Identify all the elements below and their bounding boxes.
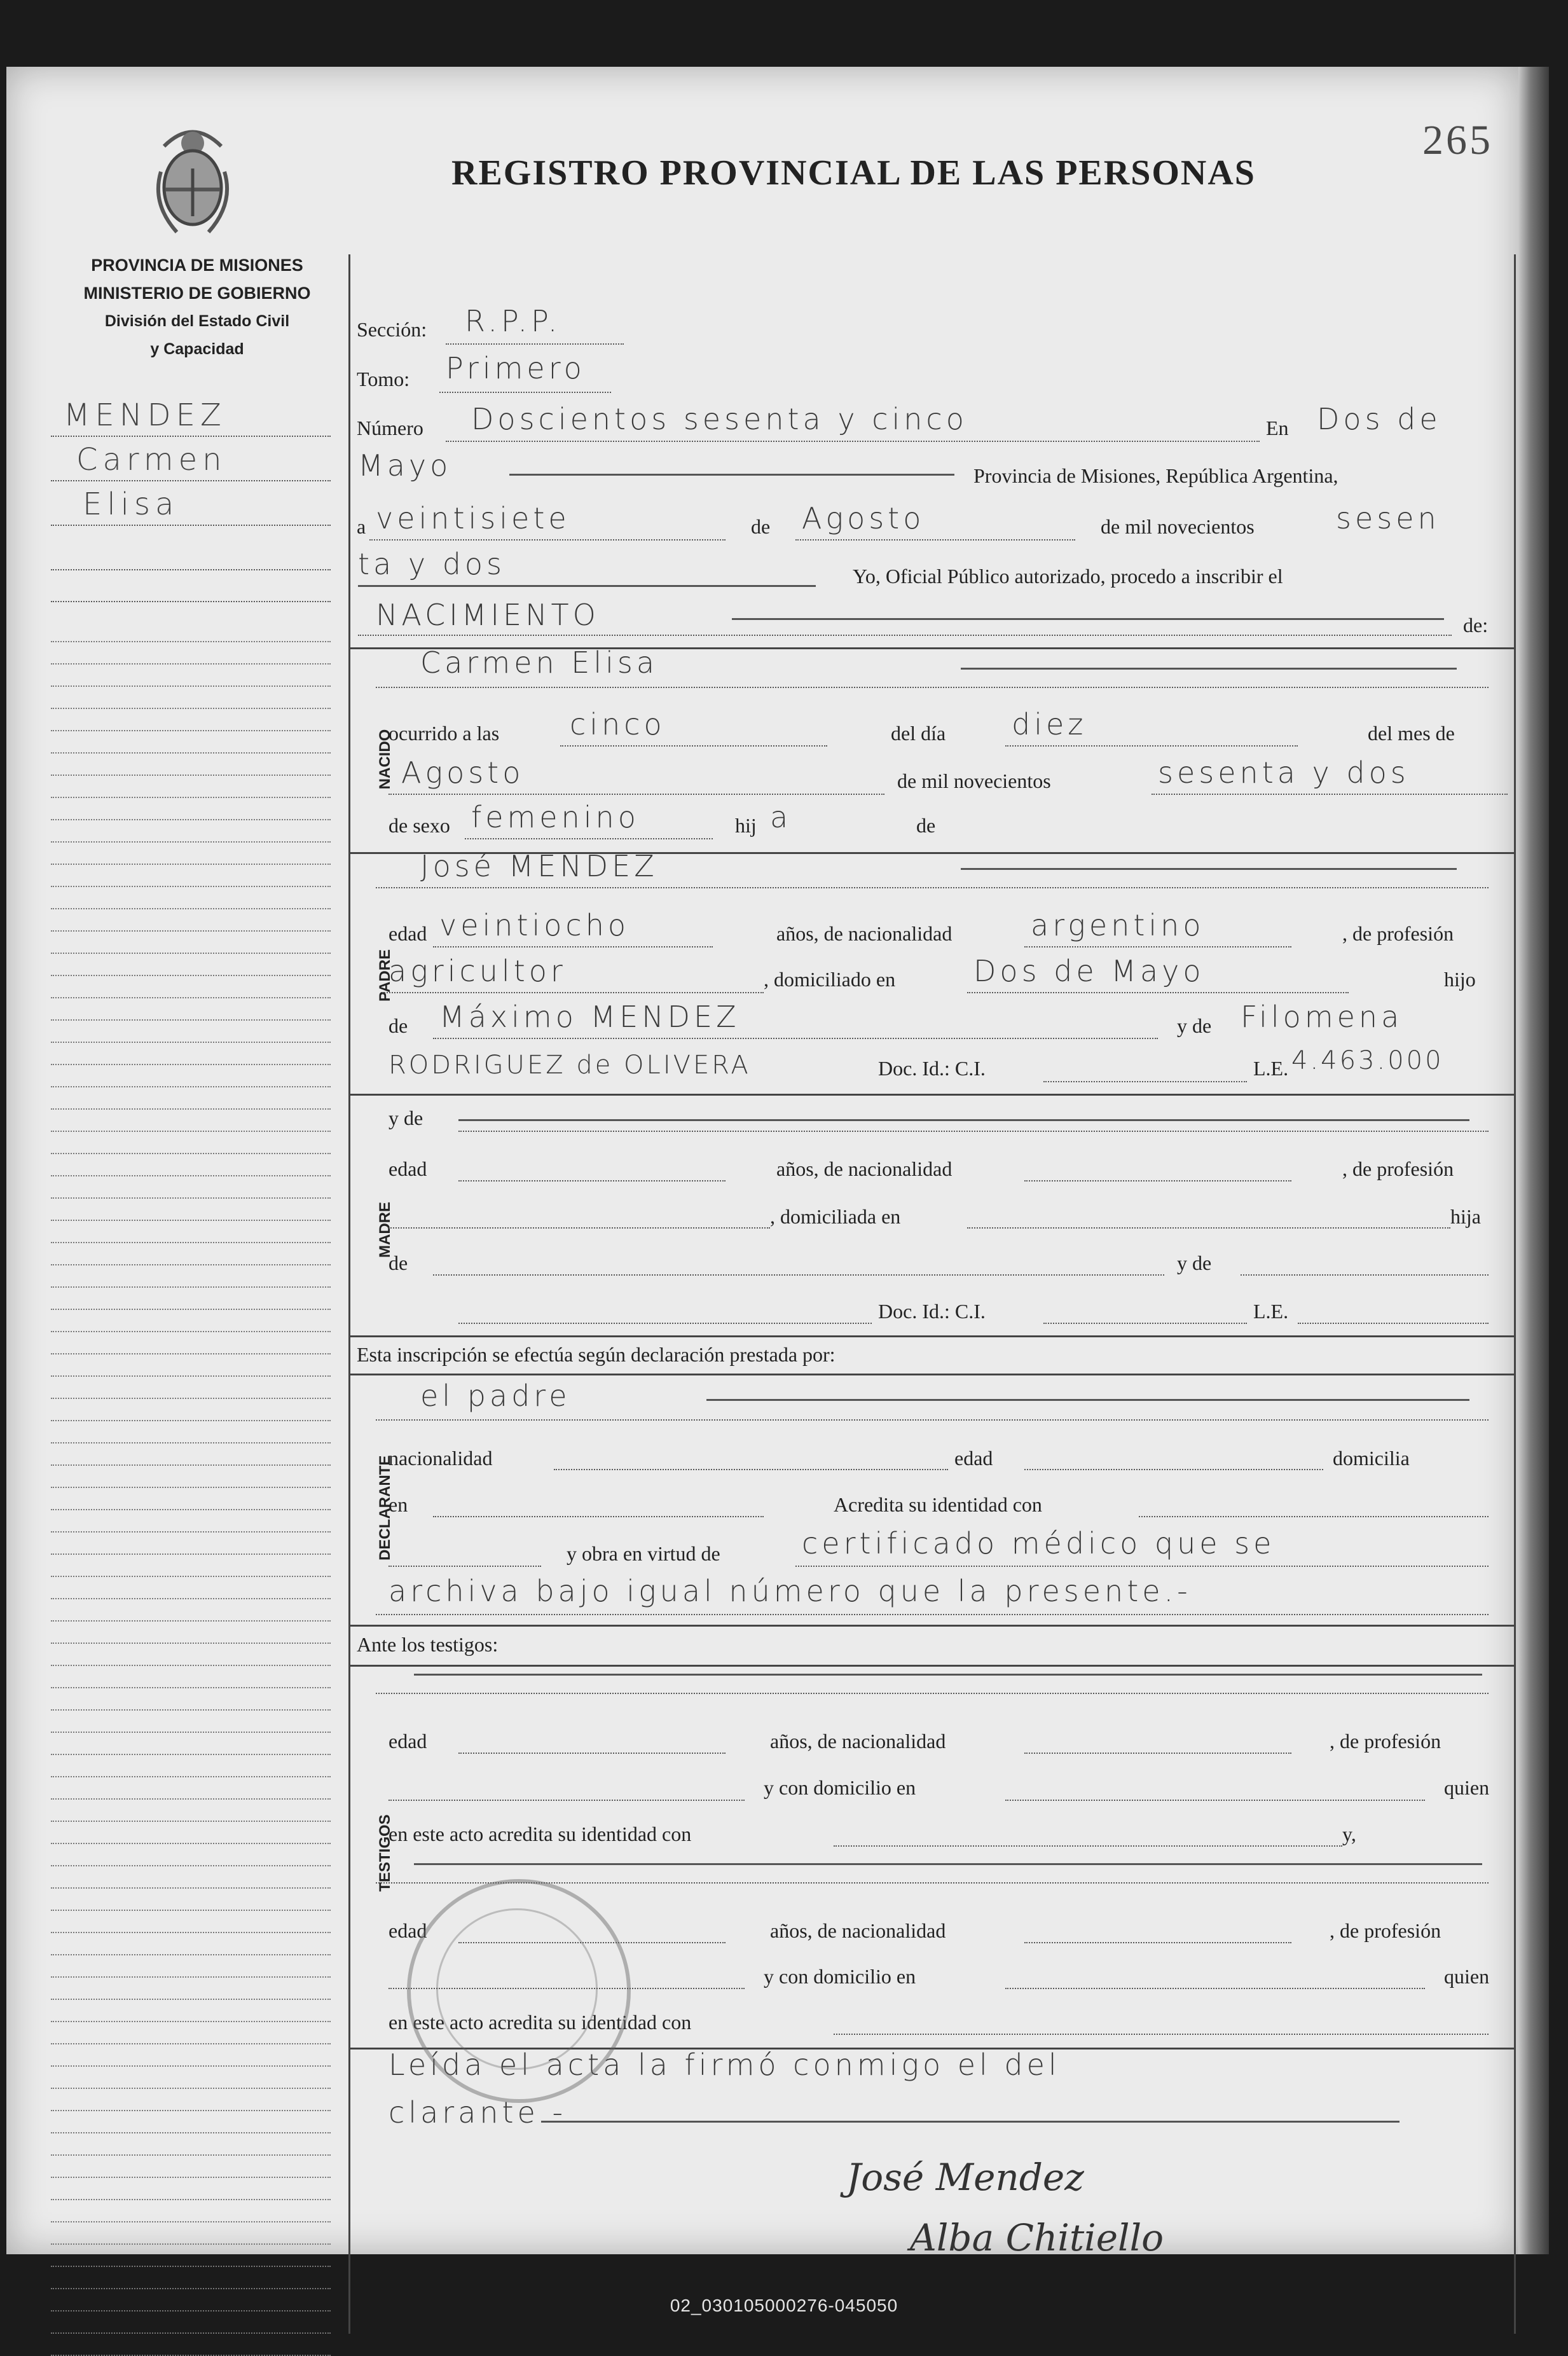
fill-line [458,1753,726,1754]
fill-line [541,2121,1400,2123]
value-cierre-b: clarante.- [389,2095,567,2130]
label-de-profesion: , de profesión [1342,1157,1454,1180]
label-de: de [916,814,936,837]
label-domiciliado-en: , domiciliado en [764,968,896,991]
sidebar-ruled-line [51,1599,331,1622]
value-tipo-acta: NACIMIENTO [376,598,600,632]
label-de: de [751,515,771,538]
section-rule [350,1665,1514,1667]
fill-line [795,539,1075,541]
label-y-de: y de [1177,1014,1212,1037]
sidebar-ruled-line [51,2178,331,2200]
section-rule [350,1335,1514,1337]
label-de-profesion: , de profesión [1330,1730,1441,1753]
sidebar-ruled-line [51,1911,331,1933]
fill-line [1298,1323,1489,1324]
sidebar-ruled-line [51,1755,331,1777]
label-edad: edad [389,1157,427,1180]
fill-line [433,1038,1158,1039]
section-rule [350,1374,1514,1375]
fill-line [433,1274,1164,1276]
fill-line [389,1227,770,1229]
fill-line [439,392,611,393]
sidebar-ruled-line [51,2044,331,2067]
label-tomo: Tomo: [357,368,410,390]
sidebar-ruled-line [51,843,331,865]
sidebar-ruled-line [51,932,331,954]
fill-line [433,1516,764,1517]
label-de-mil-novecientos: de mil novecientos [897,769,1051,792]
value-virtud-b: archiva bajo igual número que la presente.- [389,1574,1192,1608]
value-mes-nac: Agosto [401,755,525,790]
label-edad: edad [389,1730,427,1753]
sidebar-ruled-line [51,2133,331,2156]
fill-line [961,868,1457,870]
fill-line [358,635,1452,636]
label-le: L.E. [1253,1300,1289,1323]
value-hij-suffix: a [770,800,792,834]
fill-line [376,887,1489,888]
label-yo-oficial: Yo, Oficial Público autorizado, procedo a inscribir el [853,565,1283,588]
sidebar-ruled-line [51,2156,331,2178]
sidebar-given-2: Elisa [83,486,179,522]
label-y-de: y de [1177,1251,1212,1274]
sidebar-ruled-line [51,1777,331,1800]
sidebar-ruled-line [51,1933,331,1955]
value-hora: cinco [570,707,666,741]
page-number: 265 [1422,117,1493,163]
value-lugar: Dos de [1317,402,1441,436]
sidebar-ruled-line [51,976,331,998]
fill-line [1024,1469,1323,1470]
sidebar-ruled-line [51,1377,331,1399]
label-obra-virtud: y obra en virtud de [567,1542,720,1565]
fill-line [961,668,1457,670]
label-anos-nacionalidad: años, de nacionalidad [770,1919,946,1942]
label-y-con-domicilio: y con domicilio en [764,1776,916,1799]
sidebar-ruled-line [51,1844,331,1866]
sidebar-rule [51,436,331,437]
sidebar-ruled-line [51,1978,331,2000]
sidebar-ruled-line [51,2267,331,2289]
sidebar-ruled-line [51,1555,331,1577]
label-en: en [389,1493,408,1516]
org-header [51,251,343,363]
fill-line [458,1131,1489,1132]
section-rule [350,1625,1514,1627]
sidebar-ruled-line [51,754,331,776]
fill-line [1241,1274,1489,1276]
fill-line [446,343,624,345]
value-tomo: Primero [446,351,586,385]
label-domicilia: domicilia [1333,1447,1410,1470]
label-anos-nacionalidad: años, de nacionalidad [776,922,952,945]
sidebar-ruled-line [51,1243,331,1265]
label-quien: quien [1444,1965,1490,1988]
sidebar-ruled-line [51,1399,331,1421]
fill-line [834,2034,1489,2035]
signature-declarante: José Mendez [846,2156,1084,2199]
sidebar-ruled-line [51,776,331,798]
value-dia: diez [1012,707,1087,741]
value-dia-texto: veintisiete [376,501,570,535]
label-mil-novecientos: de mil novecientos [1101,515,1255,538]
fill-line [1043,1323,1247,1324]
fill-line [414,1674,1482,1676]
fill-line [414,1863,1482,1865]
sidebar-ruled-line [51,1666,331,1688]
label-domiciliada-en: , domiciliada en [770,1205,901,1228]
sidebar-ruled-line [51,2111,331,2133]
sidebar-ruled-line [51,1510,331,1533]
sidebar-ruled-line [51,1421,331,1443]
sidebar-ruled-line [51,1043,331,1065]
sidebar-ruled-line [51,2334,331,2356]
fill-line [1024,1753,1291,1754]
sidebar-ruled-line [51,1644,331,1666]
value-abuela-b: RODRIGUEZ de OLIVERA [389,1051,751,1080]
sidebar-rule [51,569,331,570]
label-del-dia: del día [891,722,946,745]
label-doc-id: Doc. Id.: C.I. [878,1300,986,1323]
fill-line [795,1566,1489,1567]
sidebar-ruled-line [51,1733,331,1755]
value-sexo: femenino [471,800,640,834]
fill-line [465,838,713,839]
org-line-province: PROVINCIA DE MISIONES [91,256,303,275]
label-hij: hij [735,814,757,837]
sidebar-ruled-line [51,1889,331,1911]
sidebar-ruled-line [51,798,331,820]
value-padre-edad: veintiocho [439,908,630,942]
fill-line [446,441,1260,442]
fill-line [376,1419,1489,1421]
fill-line [732,618,1444,620]
fill-line [358,585,816,587]
value-anio-nac: sesenta y dos [1158,755,1410,790]
label-y-de: y de [389,1106,423,1129]
fill-line [389,794,884,795]
label-ocurrido: ocurrido a las [389,722,500,745]
fill-line [967,1227,1450,1229]
section-label-padre: PADRE [376,949,394,1002]
register-page [6,67,1518,2259]
label-ante-testigos: Ante los testigos: [357,1633,499,1656]
fill-line [382,992,764,993]
fill-line [1139,1516,1489,1517]
fill-line [1152,794,1508,795]
fill-line [1024,1942,1291,1943]
fill-line [1024,946,1291,947]
sidebar-ruled-line [51,820,331,843]
sidebar-ruled-line [51,1822,331,1844]
fill-line [376,1693,1489,1694]
sidebar-ruled-line [51,1622,331,1644]
sidebar-ruled-line [51,1310,331,1332]
label-a: a [357,515,366,538]
org-line-capacity: y Capacidad [150,340,244,358]
fill-line [1005,745,1298,747]
sidebar-rule [51,480,331,481]
sidebar-ruled-line [51,954,331,976]
fill-line [389,1566,541,1567]
fill-line [1005,1988,1425,1989]
fill-line [560,745,827,747]
value-padre-profesion: agricultor [389,954,567,988]
label-provincia: Provincia de Misiones, República Argentina, [973,464,1338,487]
sidebar-ruled-line [51,2200,331,2222]
value-abuelo: Máximo MENDEZ [439,1000,740,1034]
sidebar-rule [51,601,331,602]
fill-line [389,1800,745,1801]
value-mes: Agosto [802,501,925,535]
sidebar-ruled-line [51,620,331,642]
sidebar-ruled-line [51,1466,331,1488]
value-seccion: R.P.P. [465,304,561,338]
section-rule [350,1094,1514,1096]
label-en-este-acto: en este acto acredita su identidad con [389,1822,692,1845]
fill-line [509,474,954,476]
sidebar-ruled-line [51,2089,331,2111]
label-hija: hija [1450,1205,1481,1228]
label-de-profesion: , de profesión [1342,922,1454,945]
sidebar-ruled-line [51,1688,331,1711]
section-label-madre: MADRE [376,1202,394,1258]
sidebar-ruled-line [51,2067,331,2089]
label-hijo: hijo [1444,968,1476,991]
fill-line [369,539,726,541]
value-numero: Doscientos sesenta y cinco [471,402,968,436]
label-en-este-acto: en este acto acredita su identidad con [389,2011,692,2034]
label-seccion: Sección: [357,318,427,341]
value-cierre-a: Leída el acta la firmó conmigo el del [389,2048,1061,2082]
sidebar-ruled-line [51,1800,331,1822]
fill-line [554,1469,948,1470]
sidebar-ruled-line [51,1533,331,1555]
sidebar-ruled-line [51,1443,331,1466]
sidebar-ruled-line [51,1866,331,1889]
sidebar-ruled-line [51,2000,331,2022]
sidebar-ruled-line [51,1199,331,1221]
sidebar-ruled-line [51,1154,331,1176]
label-anos-nacionalidad: años, de nacionalidad [770,1730,946,1753]
sidebar-ruled-line [51,1110,331,1132]
sidebar-ruled-line [51,2022,331,2044]
sidebar-rule [51,525,331,526]
sidebar-ruled-line [51,1221,331,1243]
sidebar-ruled-line [51,887,331,909]
value-padre-nacionalidad: argentino [1031,908,1205,942]
sidebar-ruled-line [51,1711,331,1733]
sidebar-ruled-line [51,687,331,709]
label-edad: edad [389,922,427,945]
value-anio-a: sesen [1336,501,1440,535]
sidebar-ruled-line [51,1065,331,1087]
sidebar-given-1: Carmen [76,442,227,478]
label-edad: edad [389,1919,427,1942]
page-title: REGISTRO PROVINCIAL DE LAS PERSONAS [451,153,1256,193]
section-label-nacido: NACIDO [376,729,394,790]
sidebar-ruled-line [51,665,331,687]
label-acredita: Acredita su identidad con [834,1493,1042,1516]
fill-line [1024,1180,1291,1181]
fill-line [834,1845,1342,1847]
org-line-division: División del Estado Civil [104,312,290,330]
sidebar-ruled-line [51,1488,331,1510]
fill-line [433,946,713,947]
signature-officer: Alba Chitiello [910,2216,1164,2259]
fill-line [706,1399,1469,1401]
label-y-comma: y, [1342,1822,1356,1845]
sidebar-ruled-lines [51,620,331,2356]
sidebar-ruled-line [51,642,331,665]
sidebar-ruled-line [51,731,331,754]
sidebar-ruled-line [51,865,331,887]
label-de-profesion: , de profesión [1330,1919,1441,1942]
label-de-sexo: de sexo [389,814,450,837]
sidebar-ruled-line [51,709,331,731]
org-line-ministry: MINISTERIO DE GOBIERNO [83,284,311,303]
sidebar-ruled-line [51,1265,331,1288]
file-id: 02_030105000276-045050 [670,2296,898,2315]
label-de-colon: de: [1463,614,1489,637]
fill-line [1043,1081,1247,1082]
sidebar-ruled-line [51,1354,331,1377]
sidebar-ruled-line [51,998,331,1021]
value-padre-nombre: José MENDEZ [420,849,658,883]
label-y-con-domicilio: y con domicilio en [764,1965,916,1988]
value-abuela-a: Filomena [1241,1000,1403,1034]
value-declarante: el padre [420,1379,571,1413]
value-anio-b: ta y dos [358,547,505,581]
sidebar-ruled-line [51,1288,331,1310]
label-del-mes: del mes de [1368,722,1455,745]
fill-line [376,687,1489,688]
label-le: L.E. [1253,1057,1289,1080]
value-padre-le: 4.463.000 [1291,1046,1444,1075]
fill-line [458,1323,872,1324]
official-stamp [407,1879,631,2103]
fill-line [967,992,1349,993]
value-virtud-a: certificado médico que se [802,1526,1276,1560]
label-quien: quien [1444,1776,1490,1799]
sidebar-ruled-line [51,2245,331,2267]
sidebar-ruled-line [51,1332,331,1354]
sidebar-ruled-line [51,1087,331,1110]
argentina-coat-of-arms-icon [151,121,234,242]
value-lugar-2: Mayo [358,448,452,483]
sidebar-ruled-line [51,1577,331,1599]
sidebar-ruled-line [51,1955,331,1978]
sidebar-ruled-line [51,1132,331,1154]
section-label-testigos: TESTIGOS [376,1814,394,1892]
label-anos-nacionalidad: años, de nacionalidad [776,1157,952,1180]
label-nacionalidad: nacionalidad [389,1447,493,1470]
label-doc-id: Doc. Id.: C.I. [878,1057,986,1080]
label-en: En [1266,417,1289,439]
label-de: de [389,1251,408,1274]
value-padre-domicilio: Dos de Mayo [973,954,1205,988]
sidebar-ruled-line [51,909,331,932]
sidebar-surname: MENDEZ [64,397,226,433]
sidebar-ruled-line [51,1021,331,1043]
fill-line [458,1119,1469,1121]
fill-line [1005,1800,1425,1801]
label-edad-declarante: edad [954,1447,993,1470]
value-nombre: Carmen Elisa [420,645,659,680]
fill-line [458,1180,726,1181]
section-label-declarante: DECLARANTE [376,1455,394,1560]
sidebar-ruled-line [51,1176,331,1199]
label-numero: Número [357,417,423,439]
label-de: de [389,1014,408,1037]
sidebar-ruled-line [51,2222,331,2245]
fill-line [376,1614,1489,1615]
label-esta-inscripcion: Esta inscripción se efectúa según declaración prestada por: [357,1343,836,1366]
